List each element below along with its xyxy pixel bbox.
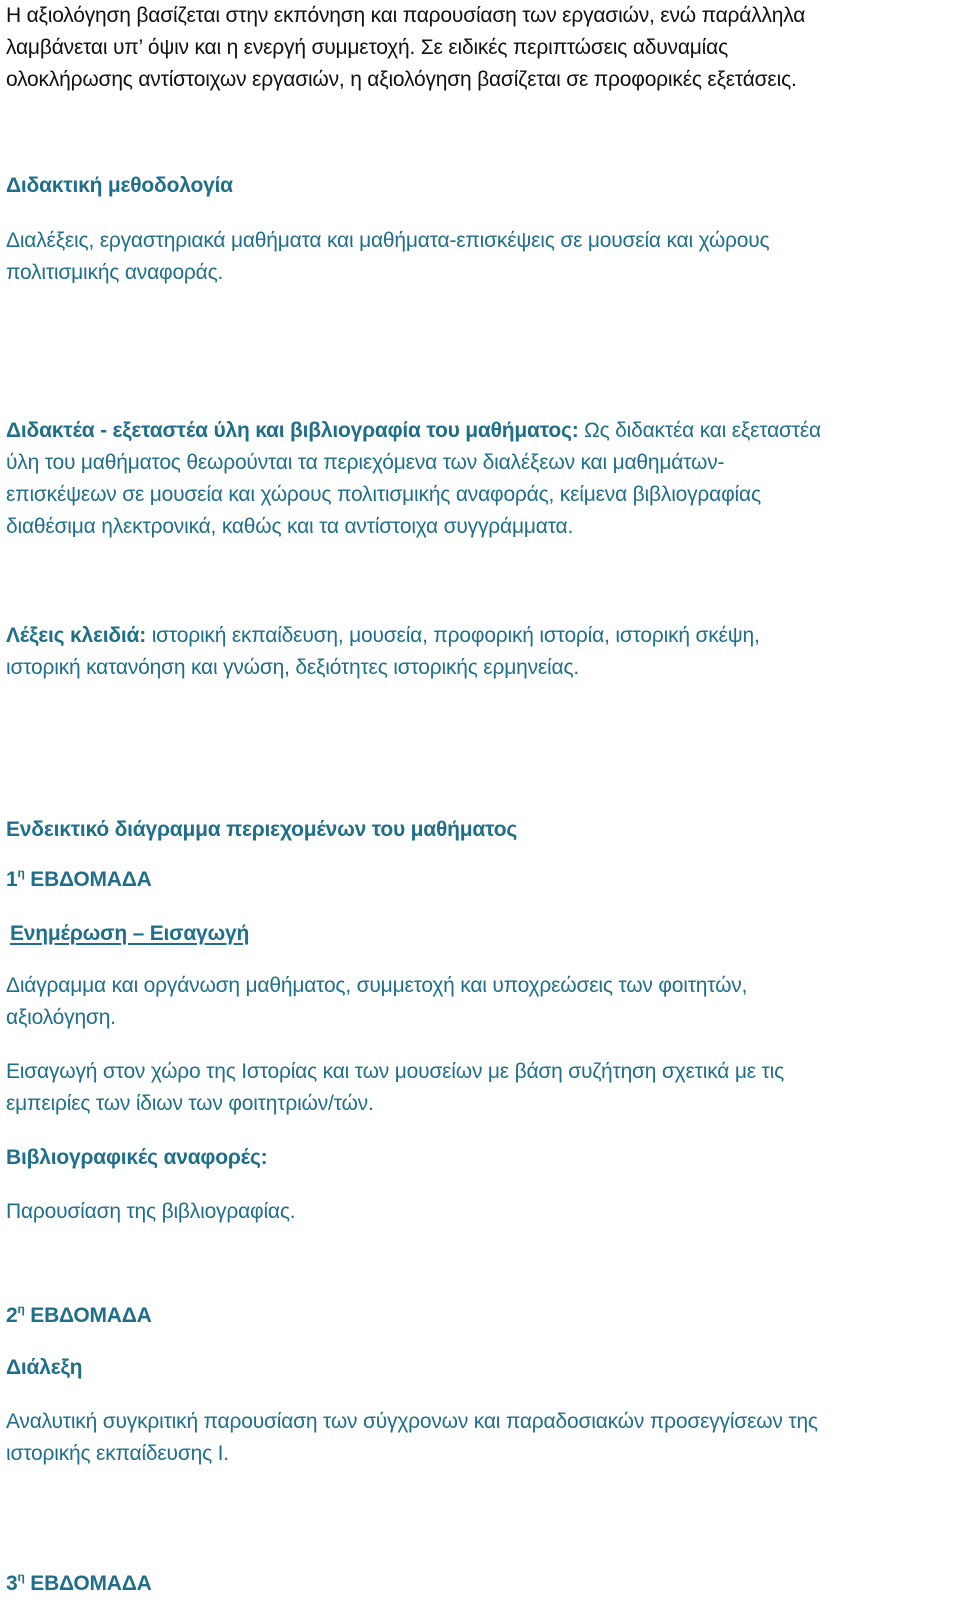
text-line: Η αξιολόγηση βασίζεται στην εκπόνηση και παρουσίαση των εργασιών, ενώ παράλληλα	[6, 4, 806, 27]
text-line: διαθέσιμα ηλεκτρονικά, καθώς και τα αντίστοιχα συγγράμματα.	[6, 515, 574, 538]
text-line: λαμβάνεται υπ’ όψιν και η ενεργή συμμετοχή. Σε ειδικές περιπτώσεις αδυναμίας	[6, 36, 729, 59]
keywords-label: Λέξεις κλειδιά:	[6, 624, 147, 647]
text-line	[6, 620, 951, 652]
text-line: Διάγραμμα και οργάνωση μαθήματος, συμμετοχή και υποχρεώσεις των φοιτητών,	[6, 974, 748, 997]
text-line	[6, 415, 951, 447]
week-1-references-heading: Βιβλιογραφικές αναφορές:	[6, 1146, 268, 1169]
text-line: πολιτισμικής αναφοράς.	[6, 261, 224, 284]
text-line: αξιολόγηση.	[6, 1006, 116, 1029]
week-2-paragraph-1	[6, 1406, 951, 1470]
week-2-heading	[6, 1300, 951, 1332]
text-line: Αναλυτική συγκριτική παρουσίαση των σύγχρονων και παραδοσιακών προσεγγίσεων της	[6, 1410, 818, 1433]
outline-heading: Ενδεικτικό διάγραμμα περιεχομένων του μαθήματος	[6, 818, 518, 841]
week-1-paragraph-2	[6, 1056, 951, 1120]
course-material-label: Διδακτέα - εξεταστέα ύλη και βιβλιογραφία του μαθήματος:	[6, 419, 579, 442]
assessment-paragraph	[6, 0, 951, 96]
week-ordinal: η	[17, 866, 25, 880]
text-line: Εισαγωγή στον χώρο της Ιστορίας και των μουσείων με βάση συζήτηση σχετικά με τις	[6, 1060, 785, 1083]
week-1-references-text: Παρουσίαση της βιβλιογραφίας.	[6, 1200, 296, 1223]
keywords-text: ιστορική εκπαίδευση, μουσεία, προφορική ιστορία, ιστορική σκέψη,	[146, 624, 760, 647]
text-line: ιστορική κατανόηση και γνώση, δεξιότητες ιστορικής ερμηνείας.	[6, 656, 580, 679]
text-line: επισκέψεων σε μουσεία και χώρους πολιτισμικής αναφοράς, κείμενα βιβλιογραφίας	[6, 483, 761, 506]
week-1-subtitle	[10, 918, 955, 950]
keywords-paragraph	[6, 620, 951, 684]
week-3-heading	[6, 1568, 951, 1600]
week-1-paragraph-1	[6, 970, 951, 1034]
text-line: ολοκλήρωσης αντίστοιχων εργασιών, η αξιολόγηση βασίζεται σε προφορικές εξετάσεις.	[6, 68, 797, 91]
text-line: ιστορικής εκπαίδευσης Ι.	[6, 1442, 229, 1465]
course-material-text: Ως διδακτέα και εξεταστέα	[578, 419, 821, 442]
course-material-paragraph	[6, 415, 951, 543]
week-label: ΕΒΔΟΜΑΔΑ	[24, 1304, 152, 1327]
text-line: Διαλέξεις, εργαστηριακά μαθήματα και μαθήματα-επισκέψεις σε μουσεία και χώρους	[6, 229, 770, 252]
week-number: 1	[6, 868, 18, 891]
week-1-heading	[6, 864, 951, 896]
week-label: ΕΒΔΟΜΑΔΑ	[24, 1572, 152, 1595]
text-line: ύλη του μαθήματος θεωρούνται τα περιεχόμενα των διαλέξεων και μαθημάτων-	[6, 451, 725, 474]
methodology-paragraph	[6, 225, 951, 289]
week-subtitle: Ενημέρωση – Εισαγωγή	[10, 922, 250, 945]
week-ordinal: η	[17, 1302, 25, 1316]
week-label: ΕΒΔΟΜΑΔΑ	[24, 868, 152, 891]
week-number: 3	[6, 1572, 18, 1595]
methodology-heading: Διδακτική μεθοδολογία	[6, 174, 233, 197]
text-line: εμπειρίες των ίδιων των φοιτητριών/τών.	[6, 1092, 374, 1115]
week-number: 2	[6, 1304, 18, 1327]
week-ordinal: η	[17, 1570, 25, 1584]
week-2-subtitle: Διάλεξη	[6, 1356, 83, 1379]
